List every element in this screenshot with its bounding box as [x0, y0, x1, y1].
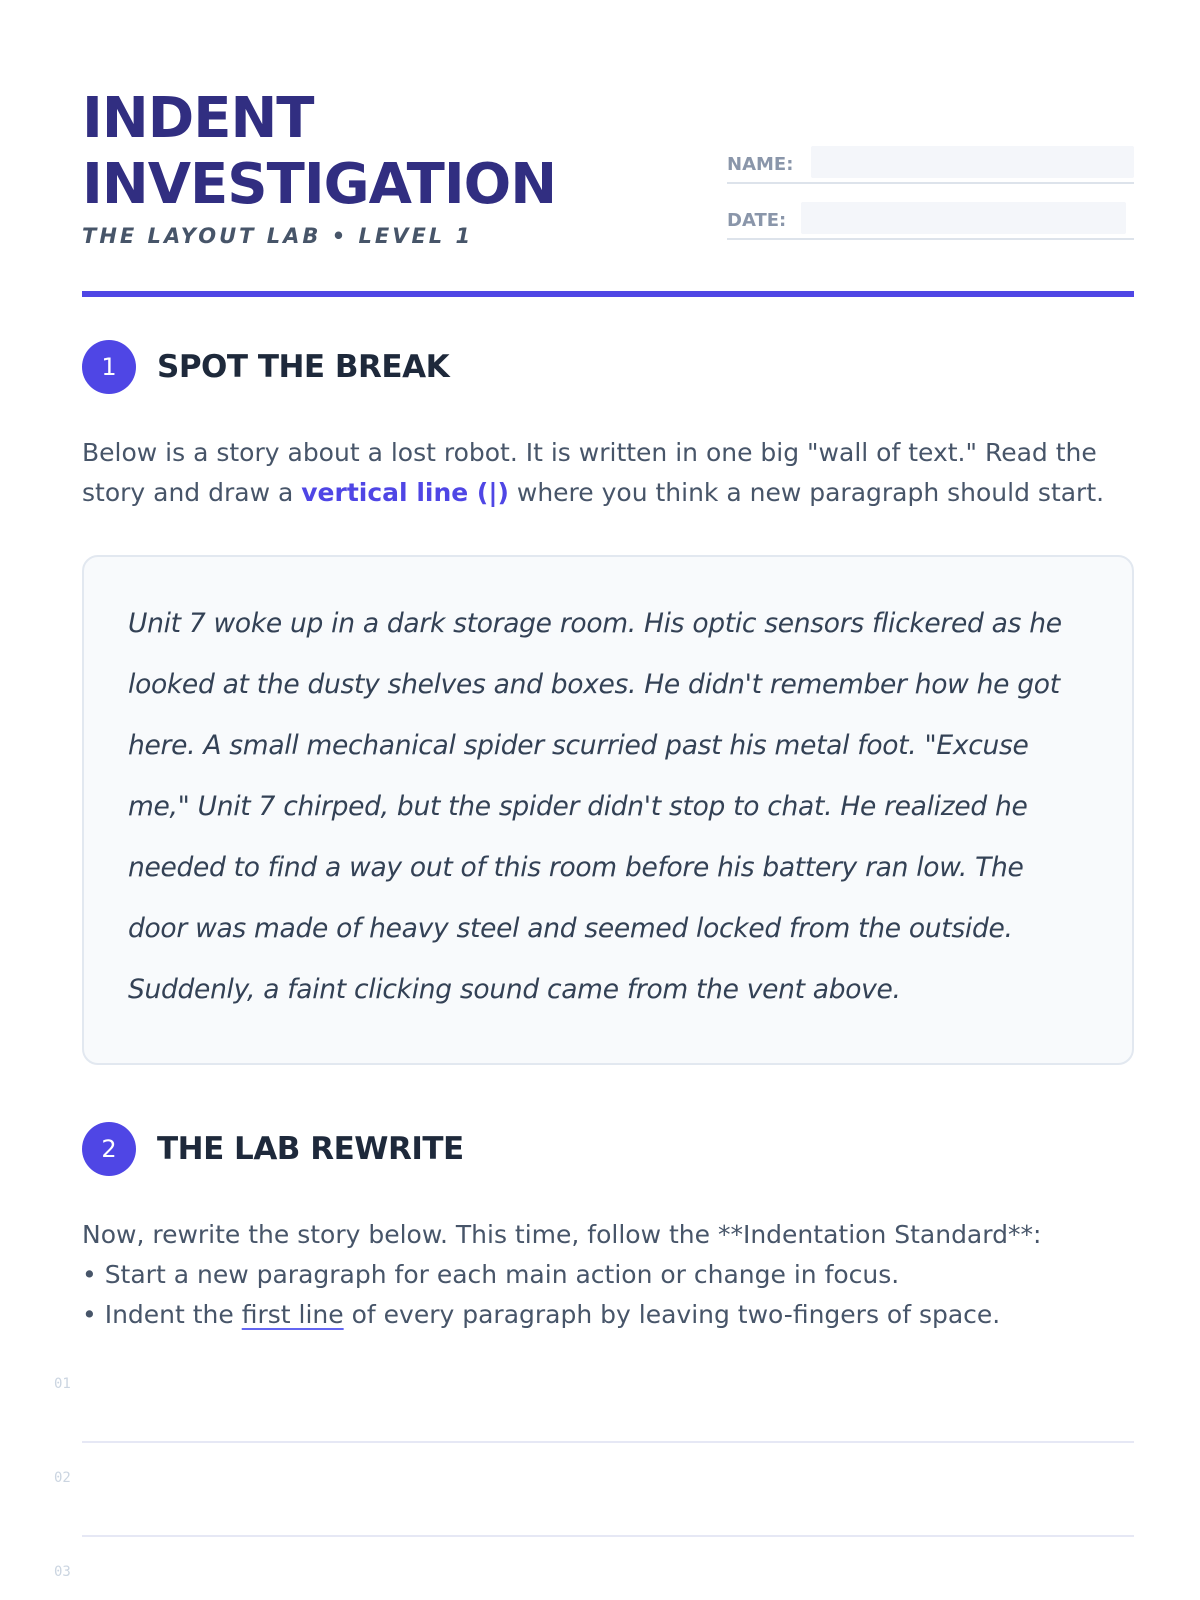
section-2-instructions [82, 1215, 1142, 1335]
writing-area [0, 1358, 1200, 1600]
line-number: 03 [54, 1564, 71, 1580]
line-number: 01 [54, 1376, 71, 1392]
section-1-title: SPOT THE BREAK [157, 349, 450, 385]
section-1-instructions-text: Below is a story about a lost robot. It is written in one big "wall of text." Read the story and draw a [82, 438, 1097, 507]
rule-bullet-2 [82, 1295, 1142, 1335]
writing-line[interactable] [0, 1358, 1200, 1452]
section-2-heading [82, 1122, 464, 1176]
writing-line-rule [82, 1535, 1134, 1537]
name-input-box[interactable] [811, 146, 1134, 178]
line-number: 02 [54, 1470, 71, 1486]
date-label: DATE: [727, 210, 787, 231]
page-title-line-1: INDENT [82, 86, 314, 151]
writing-line-rule [82, 1441, 1134, 1443]
page-title-line-2: INVESTIGATION [82, 152, 557, 217]
name-field-row [727, 144, 1134, 184]
date-input-box[interactable] [801, 202, 1126, 234]
section-1-heading [82, 340, 449, 394]
rule-bullet-2-end: of every paragraph by leaving two-fingers of space. [343, 1300, 1001, 1329]
rule-bullet-1: • Start a new paragraph for each main action or change in focus. [82, 1260, 900, 1289]
section-2-title: THE LAB REWRITE [157, 1131, 464, 1167]
story-box [82, 555, 1134, 1065]
vertical-line-highlight: vertical line (|) [301, 478, 509, 507]
worksheet-header [82, 86, 1134, 296]
section-2-number-badge: 2 [82, 1122, 136, 1176]
name-label: NAME: [727, 154, 794, 175]
section-2-intro: Now, rewrite the story below. This time, follow the **Indentation Standard**: [82, 1220, 1042, 1249]
first-line-underlined: first line [241, 1300, 344, 1329]
student-info-fields [727, 144, 1134, 256]
title-block [82, 86, 642, 248]
header-divider [82, 291, 1134, 297]
page-subtitle: THE LAYOUT LAB • LEVEL 1 [82, 224, 474, 248]
robot-story-text: Unit 7 woke up in a dark storage room. His optic sensors flickered as he looked at the dusty shelves and boxes. He didn't remember how he got here. A small mechanical spider scurried past his metal foot. "Excuse me," Unit 7 chirped, but the spider didn't stop to chat. He realized he needed to find a way out of this room before his battery ran low. The door was made of heavy steel and seemed locked from the outside. Suddenly, a faint clicking sound came from the vent above. [128, 608, 1062, 1005]
section-1-instructions-end: where you think a new paragraph should start. [508, 478, 1105, 507]
section-1-instructions [82, 433, 1142, 513]
writing-line[interactable] [0, 1546, 1200, 1600]
rule-bullet-2-start: • Indent the [82, 1300, 242, 1329]
writing-line[interactable] [0, 1452, 1200, 1546]
section-1-number-badge: 1 [82, 340, 136, 394]
date-field-row [727, 200, 1134, 240]
